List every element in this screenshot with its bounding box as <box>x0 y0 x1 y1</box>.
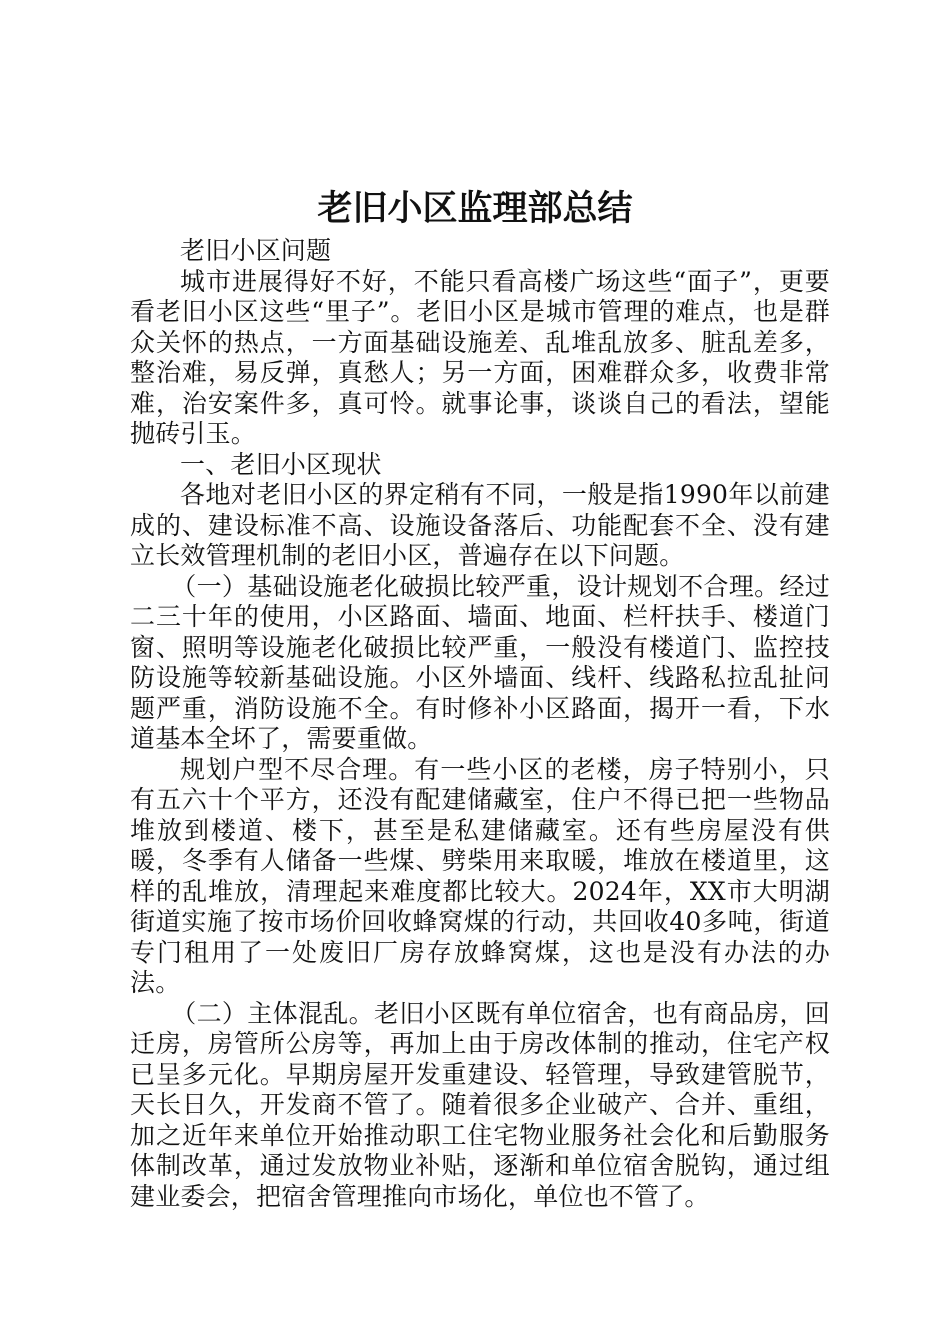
paragraph-floor-plan: 规划户型不尽合理。有一些小区的老楼，房子特别小，只有五六十个平方，还没有配建储藏室，住户不得已把一些物品堆放到楼道、楼下，甚至是私建储藏室。还有些房屋没有供暖，冬季有人储备一些煤、劈柴用来取暖，堆放在楼道里，这样的乱堆放，清理起来难度都比较大。2024年，XX市大明湖街道实施了按市场价回收蜂窝煤的行动，共回收40多吨，街道专门租用了一处废旧厂房存放蜂窝煤，这也是没有办法的办法。 <box>130 754 830 997</box>
document-title: 老旧小区监理部总结 <box>317 188 633 229</box>
paragraph-definition: 各地对老旧小区的界定稍有不同，一般是指1990年以前建成的、建设标准不高、设施设备落后、功能配套不全、没有建立长效管理机制的老旧小区，普遍存在以下问题。 <box>130 480 830 570</box>
section-heading-current-status: 一、老旧小区现状 <box>180 449 382 479</box>
paragraph-infrastructure: （一）基础设施老化破损比较严重，设计规划不合理。经过二三十年的使用，小区路面、墙面、地面、栏杆扶手、楼道门窗、照明等设施老化破损比较严重，一般没有楼道门、监控技防设施等较新基础设施。小区外墙面、线杆、线路私拉乱扯问题严重，消防设施不全。有时修补小区路面，揭开一看，下水道基本全坏了，需要重做。 <box>130 571 830 753</box>
paragraph-ownership: （二）主体混乱。老旧小区既有单位宿舍，也有商品房，回迁房，房管所公房等，再加上由于房改体制的推动，住宅产权已呈多元化。早期房屋开发重建设、轻管理，导致建管脱节，天长日久，开发商不管了。随着很多企业破产、合并、重组，加之近年来单位开始推动职工住宅物业服务社会化和后勤服务体制改革，通过发放物业补贴，逐渐和单位宿舍脱钩，通过组建业委会，把宿舍管理推向市场化，单位也不管了。 <box>130 998 830 1211</box>
paragraph-topic: 老旧小区问题 <box>180 236 332 265</box>
document-body <box>130 236 830 1212</box>
paragraph-intro: 城市进展得好不好，不能只看高楼广场这些“面子”，更要看老旧小区这些“里子”。老旧小区是城市管理的难点，也是群众关怀的热点，一方面基础设施差、乱堆乱放多、脏乱差多，整治难，易反弹，真愁人；另一方面，困难群众多，收费非常难，治安案件多，真可怜。就事论事，谈谈自己的看法，望能抛砖引玉。 <box>130 266 830 448</box>
